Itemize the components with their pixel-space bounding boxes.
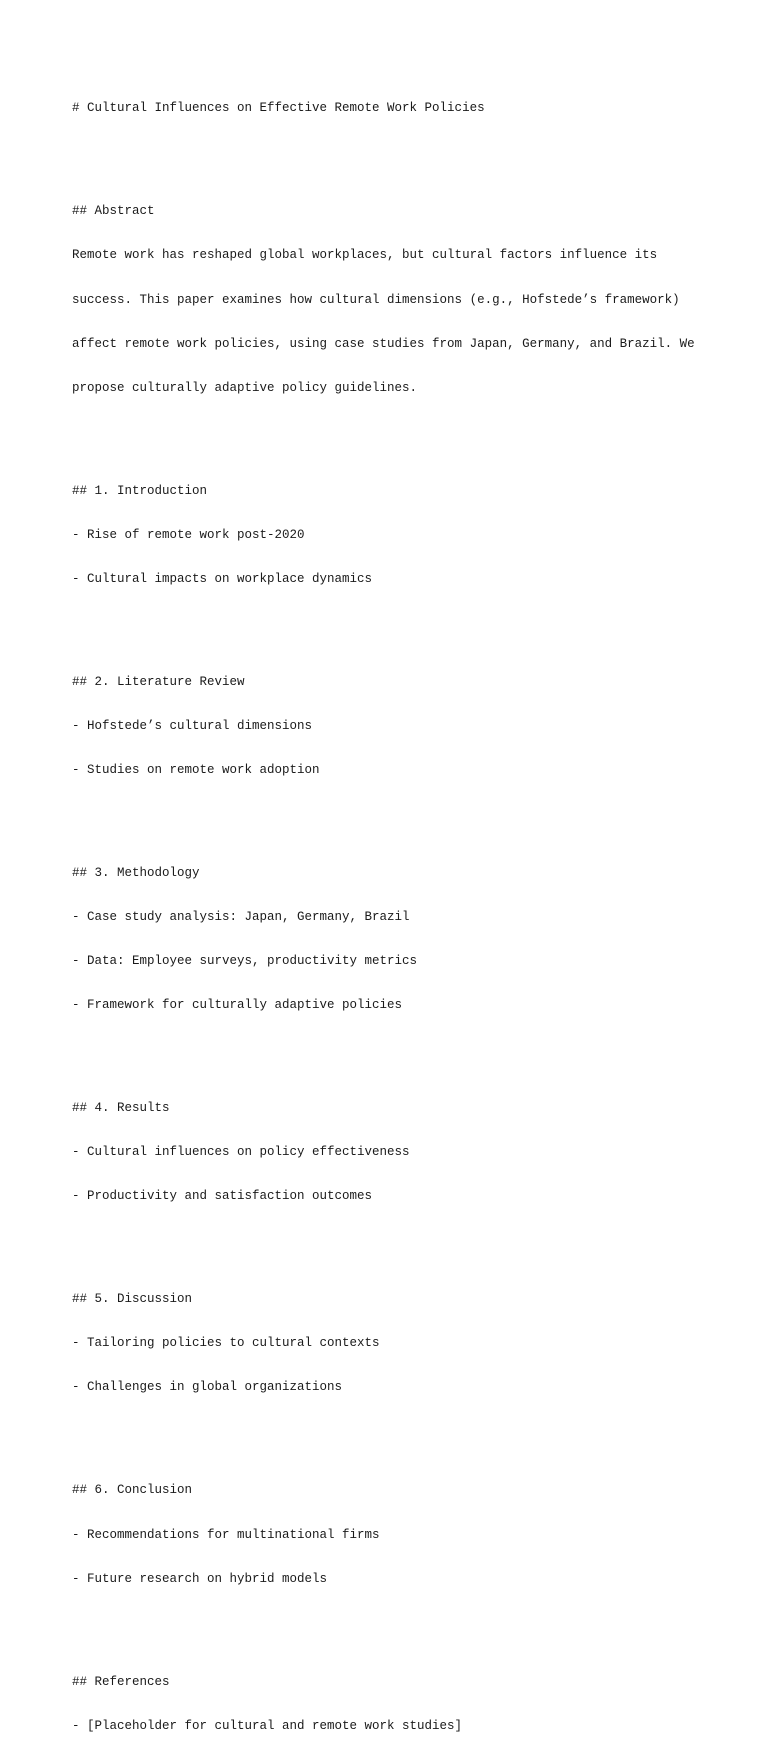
- list-item: - Future research on hybrid models: [72, 1571, 328, 1586]
- spacer: [72, 616, 702, 631]
- list-item: - Case study analysis: Japan, Germany, Brazil: [72, 910, 410, 925]
- section-heading-methodology: ## 3. Methodology: [72, 865, 200, 880]
- list-item: - Challenges in global organizations: [72, 1380, 343, 1395]
- list-item: - Rise of remote work post-2020: [72, 527, 305, 542]
- section-heading-literature-review: ## 2. Literature Review: [72, 674, 245, 689]
- section-heading-conclusion: ## 6. Conclusion: [72, 1483, 193, 1498]
- spacer: [72, 146, 702, 161]
- abstract-line: success. This paper examines how cultural dimensions (e.g., Hofstede’s framework): [72, 292, 680, 307]
- spacer: [72, 1425, 702, 1440]
- list-item: - Cultural impacts on workplace dynamics: [72, 571, 373, 586]
- spacer: [72, 1042, 702, 1057]
- list-item: - [Placeholder for cultural and remote work studies]: [72, 1718, 463, 1733]
- list-item: - Productivity and satisfaction outcomes: [72, 1189, 373, 1204]
- spacer: [72, 807, 702, 822]
- list-item: - Tailoring policies to cultural contexts: [72, 1336, 380, 1351]
- list-item: - Framework for culturally adaptive policies: [72, 998, 403, 1013]
- document-body: [72, 72, 702, 1748]
- section-heading-references: ## References: [72, 1674, 170, 1689]
- abstract-line: Remote work has reshaped global workplaces, but cultural factors influence its: [72, 248, 658, 263]
- list-item: - Hofstede’s cultural dimensions: [72, 718, 313, 733]
- abstract-line: propose culturally adaptive policy guidelines.: [72, 380, 418, 395]
- section-heading-discussion: ## 5. Discussion: [72, 1292, 193, 1307]
- list-item: - Data: Employee surveys, productivity metrics: [72, 954, 418, 969]
- document-title: # Cultural Influences on Effective Remote Work Policies: [72, 101, 485, 116]
- list-item: - Recommendations for multinational firms: [72, 1527, 380, 1542]
- spacer: [72, 425, 702, 440]
- list-item: - Cultural influences on policy effectiveness: [72, 1145, 410, 1160]
- section-heading-introduction: ## 1. Introduction: [72, 483, 208, 498]
- spacer: [72, 1616, 702, 1631]
- abstract-heading: ## Abstract: [72, 204, 155, 219]
- list-item: - Studies on remote work adoption: [72, 763, 320, 777]
- section-heading-results: ## 4. Results: [72, 1101, 170, 1116]
- abstract-line: affect remote work policies, using case studies from Japan, Germany, and Brazil. We: [72, 336, 695, 351]
- spacer: [72, 1233, 702, 1248]
